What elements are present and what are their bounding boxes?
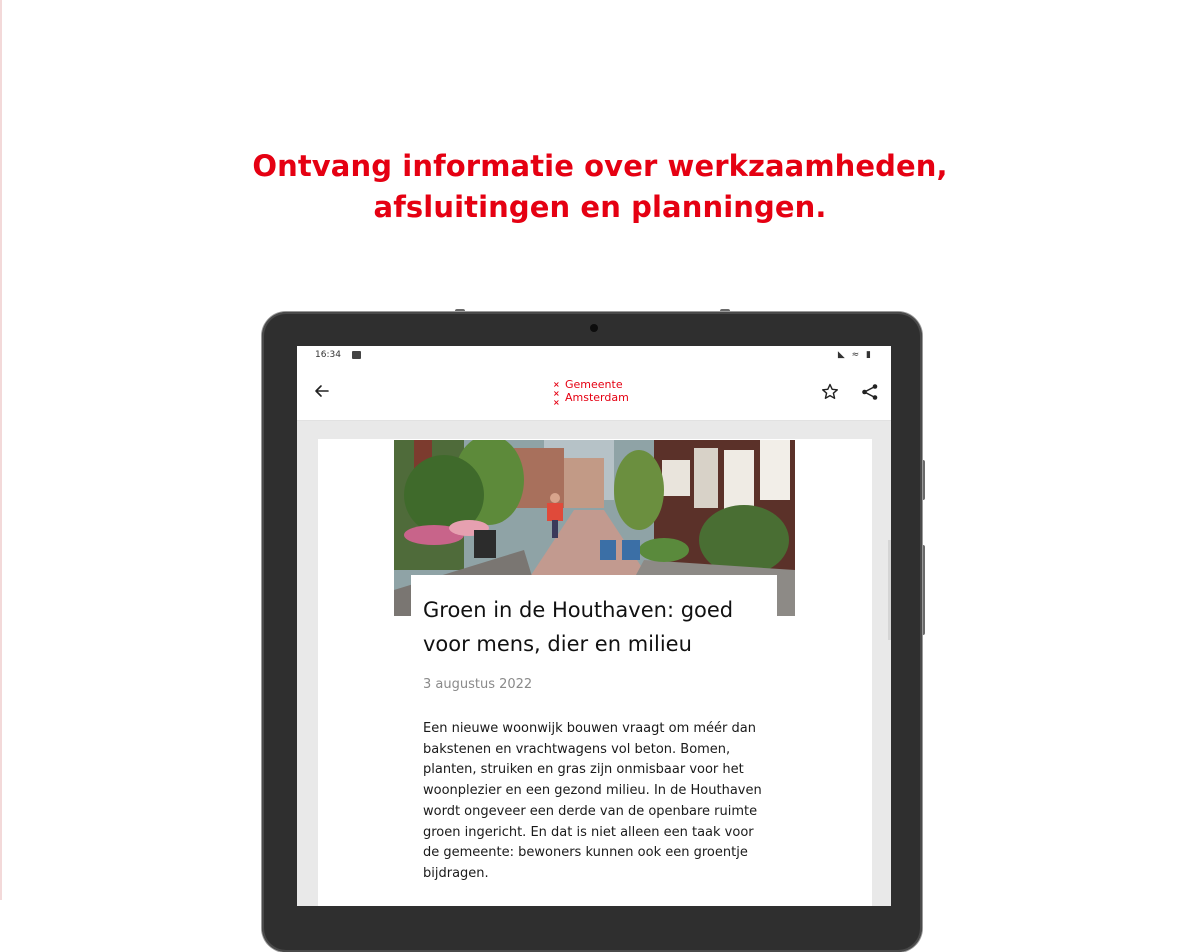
share-icon[interactable] xyxy=(860,382,880,402)
scrollbar[interactable] xyxy=(888,540,891,640)
tablet-screen xyxy=(297,346,891,906)
notification-icon xyxy=(352,351,361,359)
status-time: 16:34 xyxy=(315,350,341,360)
article-title: Groen in de Houthaven: goed voor mens, dier en milieu xyxy=(423,598,734,656)
logo-text xyxy=(565,378,629,404)
amsterdam-crosses-icon: × × × xyxy=(553,380,560,407)
page-edge xyxy=(0,0,2,900)
article-content xyxy=(411,575,777,906)
article-body: Een nieuwe woonwijk bouwen vraagt om méér dan bakstenen en vrachtwagens vol beton. Bomen, planten, struiken en gras zijn onmisbaar voor het woonplezier en een gezond milieu. In de Houthaven wordt ongeveer een derde van de openbare ruimte groen ingericht. En dat is niet alleen een taak voor de gemeente: bewoners kunnen ook een groentje bijdragen. xyxy=(423,721,762,881)
status-bar xyxy=(297,346,891,366)
status-icons: ◣ ≈ ▮ xyxy=(837,350,873,360)
promo-headline-line-2: afsluitingen en planningen. xyxy=(373,190,827,224)
article-date: 3 augustus 2022 xyxy=(423,677,533,692)
favorite-star-icon[interactable] xyxy=(820,382,840,402)
promo-headline-line-1: Ontvang informatie over werkzaamheden, xyxy=(252,149,948,183)
camera-icon xyxy=(590,324,598,332)
logo-line-1: Gemeente xyxy=(565,378,623,391)
back-arrow-icon[interactable] xyxy=(311,380,333,402)
promo-headline xyxy=(0,146,1200,228)
logo-line-2: Amsterdam xyxy=(565,391,629,404)
app-bar xyxy=(297,366,891,421)
